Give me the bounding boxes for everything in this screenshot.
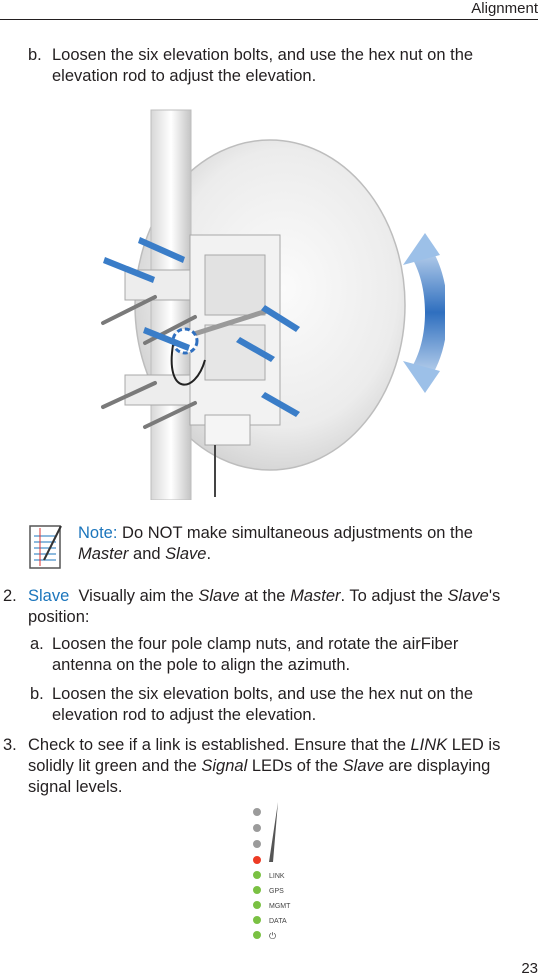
- step-2-t3: . To adjust the: [340, 587, 443, 605]
- mgmt-led: [253, 901, 261, 909]
- step-3-t3: LEDs of the: [251, 757, 339, 775]
- signal-led-1: [253, 808, 261, 816]
- step-1b-label: b.: [28, 46, 42, 64]
- antenna-illustration: [95, 105, 445, 500]
- led-label-gps: GPS: [269, 888, 284, 895]
- step-2b-text: Loosen the six elevation bolts, and use the hex nut on the elevation rod to adjust the elevation.: [52, 685, 474, 724]
- section-title: Alignment: [471, 0, 538, 17]
- data-led: [253, 916, 261, 924]
- signal-led-4: [253, 856, 261, 864]
- step-1b-text: Loosen the six elevation bolts, and use the hex nut on the elevation rod to adjust the elevation.: [52, 46, 474, 85]
- step-3-text: [28, 735, 536, 798]
- step-3-t1: Check to see if a link is established. Ensure that the: [28, 736, 406, 754]
- note-end: .: [206, 545, 212, 563]
- step-3-number: 3.: [3, 736, 17, 754]
- step-3-signal: Signal: [201, 757, 248, 775]
- step-2-t2: at the: [244, 587, 286, 605]
- note-slave: Slave: [165, 545, 207, 563]
- step-2b-label: b.: [30, 685, 44, 703]
- gps-led: [253, 886, 261, 894]
- led-label-mgmt: MGMT: [269, 903, 291, 910]
- step-2-t1: Visually aim the: [78, 587, 194, 605]
- led-label-link: LINK: [269, 873, 285, 880]
- step-2-text: [28, 586, 533, 628]
- signal-strength-wedge: [269, 802, 278, 862]
- step-2-t4: 's position:: [28, 587, 501, 626]
- step-2a-text: Loosen the four pole clamp nuts, and rotate the airFiber antenna on the pole to align the azimuth.: [52, 635, 459, 674]
- note-icon: [28, 524, 64, 570]
- step-2-slave2: Slave: [447, 587, 489, 605]
- step-3-t2: LED is solidly lit green and the: [28, 736, 501, 775]
- note-and: and: [133, 545, 161, 563]
- note-text: [78, 523, 518, 565]
- page-number: 23: [521, 960, 538, 977]
- pole: [151, 110, 191, 500]
- step-2-role: Slave: [28, 587, 70, 605]
- note-label: Note:: [78, 524, 118, 542]
- header-rule: [0, 19, 538, 20]
- step-2a-label: a.: [30, 635, 44, 653]
- signal-led-2: [253, 824, 261, 832]
- step-2-slave: Slave: [198, 587, 240, 605]
- power-icon: ⏻: [269, 932, 277, 942]
- step-2-number: 2.: [3, 587, 17, 605]
- led-label-data: DATA: [269, 918, 287, 925]
- link-led: [253, 871, 261, 879]
- signal-led-3: [253, 840, 261, 848]
- step-3-t4: are displaying signal levels.: [28, 757, 491, 796]
- elevation-rotation-arrow: [410, 240, 445, 385]
- led-panel: [245, 802, 325, 947]
- note-body: Do NOT make simultaneous adjustments on the: [122, 524, 473, 542]
- step-3-slave: Slave: [342, 757, 384, 775]
- power-led: [253, 931, 261, 939]
- step-2-master: Master: [290, 587, 341, 605]
- step-3-link: LINK: [410, 736, 448, 754]
- note-master: Master: [78, 545, 129, 563]
